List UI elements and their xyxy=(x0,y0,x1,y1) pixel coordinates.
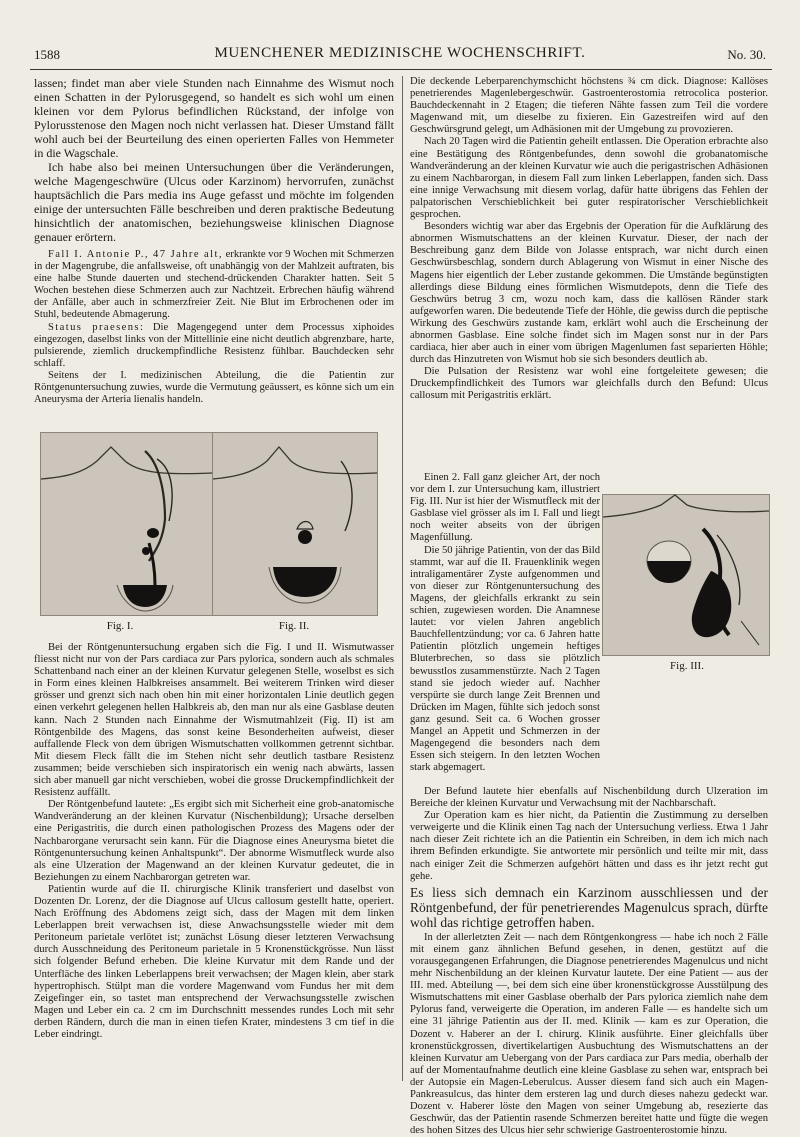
status-praesens xyxy=(34,322,394,370)
figure-1-stomach-drawing xyxy=(41,433,213,615)
right-column-top xyxy=(410,76,768,472)
paragraph: Einen 2. Fall ganz gleicher Art, der noch vor dem I. zur Untersuchung kam, illustriert Fig. III. Nur ist hier der Wismutfleck mit der Gasblase viel grösser als im I. Fall und liegt noch weiter abseits von der übrigen Magenfüllung. xyxy=(410,472,600,544)
paragraph: lassen; findet man aber viele Stunden nach Einnahme des Wismut noch einen Schatten in der Pylorusgegend, so handelt es sich wohl um einen kleinen vor dem Pylorus befindlichen Rückstand, der infolge von Pylorusstenose den Magen noch nicht verlassen hat. Dieser Umstand fällt wohl auch bei der Beurteilung des einen operierten Falles von Hemmeter in die Wagschale. xyxy=(34,76,394,160)
paragraph: Der Befund lautete hier ebenfalls auf Nischenbildung durch Ulzeration im Bereiche der kleinen Kurvatur und Verwachsung mit der Nachbarschaft. xyxy=(410,786,768,810)
paragraph: Seitens der I. medizinischen Abteilung, die die Patientin zur Röntgenuntersuchung zuwies, wurde die Vermutung geäussert, es könne sich um ein Aneurysma der Arteria lienalis handeln. xyxy=(34,369,394,406)
case-heading: Fall I. Antonie P., 47 Jahre alt, xyxy=(48,249,223,260)
paragraph: Besonders wichtig war aber das Ergebnis der Operation für die Aufklärung des abnormen Wismutschattens an der kleinen Kurvatur. Dieser, der nach der Beschreibung ganz dem Bilde von Jolasse entsprach, war nicht durch einen Geschwürsbeschlag, sondern durch Ablagerung von Wismut in einer Nische des Magens hier eigentlich der Leber zustande gekommen. Die Umstände begünstigten allerdings diese Bildung eines förmlichen Wismutdepots, denn die Tiefe des Geschwürs betrug 3 cm, wozu noch kam, dass die kallösen Ränder stark aufgeworfen waren. Die bedeutende Tiefe der Höhle, die gewiss durch die peptische Wirkung des Geschwürs zustande kam, erklärt wohl auch die Erscheinung der abnormen Gasblase. Eine solche findet sich im Magen sonst nur in der Pars cardiaca, hier aber auch in einer vom übrigen Magenlumen fast separierten Höhle; durch das Hinzutreten von Wismut hob sie sich besonders deutlich ab. xyxy=(410,221,768,366)
status-heading: Status praesens: xyxy=(48,321,145,333)
paragraph: Die 50 jährige Patientin, von der das Bild stammt, war auf die II. Frauenklinik wegen intraligamentärer Zyste aufgenommen und von dieser zur Röntgenuntersuchung des Magens, der gleichfalls erkrankt zu sein schien, zugewiesen worden. Die Anamnese lautet: vor vielen Jahren angeblich Bauchfellentzündung; vor ca. 6 Jahren hatte Patientin plötzlich ungemein heftiges Bluterbrechen, so dass sie plötzlich bewusstlos zusammenstürzte. Nach 2 Tagen stand sie jedoch wieder auf. Nachher verspürte sie durch lange Zeit Brennen und Drücken im Magen, fühlte sich jedoch sonst ganz gesund. Seit ca. 6 Wochen grosser Mangel an Appetit und Schmerzen in der Magengegend die besonders nach dem Essen sich steigern. In den letzten Wochen stark abgemagert. xyxy=(410,544,600,774)
left-column-top xyxy=(34,76,394,432)
figure-2-stomach-drawing xyxy=(213,433,377,615)
paragraph: Der Röntgenbefund lautete: „Es ergibt sich mit Sicherheit eine grob-anatomische Wandveränderung an der kleinen Kurvatur (Nischenbildung); Ursache derselben eine Perigastritis, die durch einen pathologischen Prozess des Magens oder der Nachbarorgane verursacht sein kann. Für die Diagnose eines Aneurysma bietet die Röntgenuntersuchung keinen Anhaltspunkt“. Der abnorme Wismutfleck wurde also als eine Ulzeration der Magenwand an der kleinen Kurvatur gedeutet, die in Beziehungen zu einem Nachbarorgan getreten war. xyxy=(34,799,394,883)
figure-1-caption: Fig. I. xyxy=(106,620,134,632)
issue-number: No. 30. xyxy=(727,47,766,62)
case-1-history xyxy=(34,249,394,322)
paragraph: Ich habe also bei meinen Untersuchungen über die Veränderungen, welche Magengeschwüre (Ulcus oder Karzinom) hervorrufen, zunächst hauptsächlich die Pars media ins Auge gefasst und möchte im folgenden einige der untersuchten Fälle beschreiben und deren praktische Bedeutung hinsichtlich der anatomischen, beziehungsweise klinischen Diagnose genauer erörtern. xyxy=(34,160,394,244)
figure-3-xray xyxy=(602,494,770,656)
paragraph: erkrankte vor 9 Wochen mit Schmerzen in der Magengrube, die anfallsweise, oft unabhängig von der Mahlzeit auftraten, bis eine halbe Stunde dauerten und stechend-drückenden Charakter hatten. Seit 5 Wochen bestehen diese Schmerzen auch zur Nachtzeit. Erbrechen häufig während der Anfälle, aber auch in schmerzfreier Zeit. Nie Blut im Erbrochenen oder im Stuhl, bedeutende Abmagerung. xyxy=(34,249,394,321)
paragraph: In der allerletzten Zeit — nach dem Röntgenkongress — habe ich noch 2 Fälle mit einem ganz ähnlichen Befund gesehen, in denen, gestützt auf die vorausgegangenen Erfahrungen, die Diagnose penetrierendes Magenulcus und nicht mehr Nischenbildung an der kleinen Kurvatur lautete. Der eine Patient — aus der III. med. Abteilung —, bei dem sich eine über kronenstückgrosse Ausstülpung des Wismutschattens mit einer Gasblase oberhalb der Pars pylorica ziemlich nahe dem Pylorus fand, verweigerte die Operation, im anderen Falle — es handelte sich um eine 31 jährige Patientin aus der II. med. Klinik — kam es zur Operation, die Dozent v. Haberer an der I. chirurg. Klinik ausführte. Einer gleichfalls über kronenstückgrossen, divertikelartigen Ausbuchtung des Wismutschattens an der kleinen Kurvatur am Uebergang von der Pars cardiaca zur Pars media, oberhalb der auf der Momentaufnahme deutlich eine kleine Gasblase zu sehen war, entsprach bei der Autopsie ein Magen-Leberulcus. Ausser diesem fand sich auch ein Magen-Pankreasulcus, das hinter dem ersteren lag und durch dieses nahezu gedeckt war. Dozent v. Haberer löste den Magen von seiner Umgebung ab, resezierte das Geschwür, das der Patientin rasende Schmerzen bereitet hatte und fügte die wegen des hohen Sitzes des Ulcus hier sehr schwierige Gastroenterostomie hinzu. xyxy=(410,931,768,1137)
left-column-bottom xyxy=(34,642,394,1082)
conclusion-paragraph: Es liess sich demnach ein Karzinom ausschliessen und der Röntgenbefund, der für penetrierendes Magenulcus sprach, dürfte wohl das richtige getroffen haben. xyxy=(410,884,768,930)
header-rule xyxy=(30,69,772,70)
running-header xyxy=(34,43,766,69)
paragraph: Zur Operation kam es hier nicht, da Patientin die Zustimmung zu derselben verweigerte und die Klinik einen Tag nach der Untersuchung verliess. Etwa 1 Jahr nach dieser Zeit richtete ich an die Patientin ein Schreiben, in dem ich mich nach ihrem Befinden erkundigte. Sie antwortete mir persönlich und teilte mir mit, dass nach einiger Zeit die Schmerzen aufgehört hätten und dass es ihr jetzt recht gut gehe. xyxy=(410,810,768,882)
figure-2-caption: Fig. II. xyxy=(278,620,310,632)
paragraph: Die deckende Leberparenchymschicht höchstens ¾ cm dick. Diagnose: Kallöses penetrierendes Magenlebergeschwür. Gastroenterostomia retrocolica posterior. Bauchdeckennaht in 2 Etagen; die tieferen Nähte fassen zum Teil die vordere Magenwand mit, um dieselbe zu fixieren. Ein Gazestreifen wird auf den Geschwürsgrund gelegt, um Adhäsionen mit der Umgebung zu provozieren. xyxy=(410,76,768,136)
right-column-narrow xyxy=(410,472,600,786)
paragraph: Die Pulsation der Resistenz war wohl eine fortgeleitete gewesen; die Druckempfindlichkeit des Tumors war gleichfalls durch den Befund: Ulcus callosum mit Perigastritis erklärt. xyxy=(410,366,768,402)
figure-3-stomach-drawing xyxy=(603,495,769,655)
page-number: 1588 xyxy=(34,47,60,62)
figure-1-xray xyxy=(40,432,214,616)
right-column-bottom xyxy=(410,786,768,1137)
paragraph: Die Magengegend unter dem Processus xiphoides eingezogen, daselbst links von der Mittellinie eine nicht deutlich abgrenzbare, harte, pulsierende, ziemlich druckempfindliche Resistenz fühlbar. Bauchdecken sehr schlaff. xyxy=(34,321,394,369)
paragraph: Patientin wurde auf die II. chirurgische Klinik transferiert und daselbst von Dozenten Dr. Lorenz, der die Diagnose auf Ulcus callosum gestellt hatte, operiert. Nach Eröffnung des Abdomens zeigt sich, dass der Magen mit dem linken Leberlappen breit verwachsen ist, diese Anwachsungsstelle wieder mit dem Peritoneum parietale verlötet ist; zunächst Lösung dieser letzteren Verwachsung durch Ausschneidung des Peritoneum parietale in 5 Kronenstückgrösse. Nun lässt sich folgender Befund erheben. Die kleine Kurvatur mit dem Rande und der Unterfläche des linken Leberlappens breit verwachsen; der Magen klein, aber stark hypertrophisch. Stülpt man die vordere Magenwand vom Fundus her mit dem Zeigefinger ein, so tastet man entsprechend der Verwachsungsstelle zwischen Magen und Leber ein ca. 2 cm im Durchschnitt messendes rundes Loch mit sehr derben Rändern, durch die man in einen tiefen Krater, mindestens 3 cm tief in die Leber eindringt. xyxy=(34,883,394,1040)
figure-2-xray xyxy=(212,432,378,616)
paragraph: Nach 20 Tagen wird die Patientin geheilt entlassen. Die Operation erbrachte also eine Bestätigung des Röntgenbefundes, denn sowohl die grobanatomische Wandveränderung an der kleinen Kurvatur wie auch die perigastrischen Adhäsionen zu einem Nachbarorgan, in diesem Fall zum linken Leberlappen, fanden sich. Dass eine innige Verwachsung mit diesem vorlag, dafür hatte übrigens das Fehlen der palpatorischen Verschieblichkeit bei guter respiratorischer Verschieblichkeit gesprochen. xyxy=(410,136,768,221)
paragraph: Bei der Röntgenuntersuchung ergaben sich die Fig. I und II. Wismutwasser fliesst nicht nur von der Pars cardiaca zur Pars pylorica, sondern auch als schmales Schattenband nach einer an der kleinen Kurvatur gelegenen Stelle, woselbst es sich in Form eines kleinen Halbkreises ansammelt. Bei weiterem Trinken wird dieser grösser und grenzt sich nach oben hin mit einer horizontalen Linie deutlich gegen einen verkehrt gelegenen hellen Halbkreis ab, den man nur als eine Gasblase deuten kann. Nach 2 Stunden nach Einnahme der Wismutmahlzeit (Fig. II) ist am Röntgenbilde des Magens, das sonst keine Besonderheiten aufweist, dieser auffallende Fleck von dem übrigen Wismutschatten vollkommen getrennt sichtbar. Mit diesem Fleck fällt die im Stehen nicht sehr deutlich tastbare Resistenz zusammen; beide verschieben sich inspiratorisch ein wenig nach abwärts, lassen sich aber manuell gar nicht verschieben, wobei die grosse Druckempfindlichkeit der Resistenz auffällt. xyxy=(34,642,394,799)
column-divider xyxy=(402,76,403,1081)
journal-title: MUENCHENER MEDIZINISCHE WOCHENSCHRIFT. xyxy=(214,45,586,61)
figure-3-caption: Fig. III. xyxy=(670,660,704,672)
